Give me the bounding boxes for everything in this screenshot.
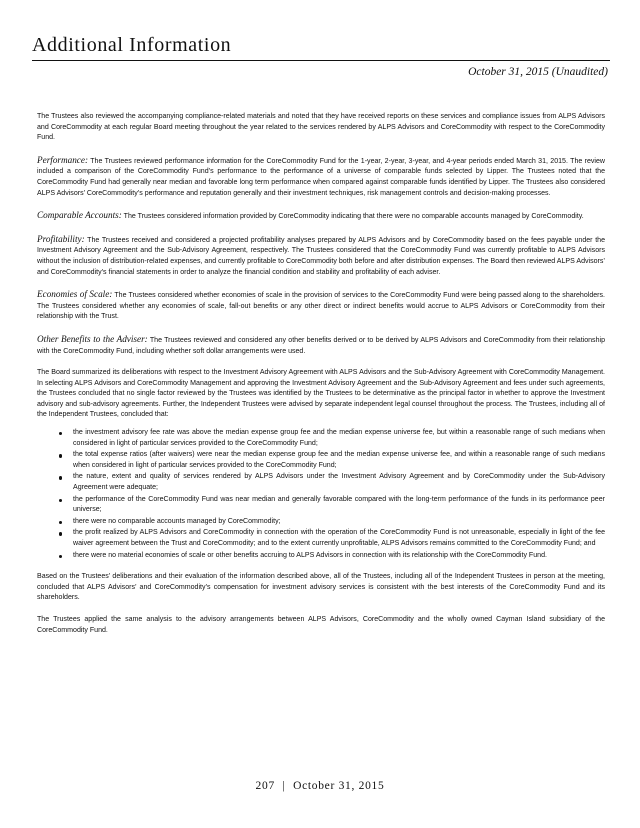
list-item [37,551,605,562]
list-item-text: the total expense ratios (after waivers) were near the median expense group fee and the median expense universe fee, and within a reasonable range of such medians when considered in light of particular services provided to the CoreCommodity Fund; [73,451,605,469]
bullet-icon [59,476,62,479]
intro-paragraph: The Trustees also reviewed the accompanying compliance-related materials and noted that they have received reports on these services and compliance issues from ALPS Advisors and CoreCommodity at each regular Board meeting throughout the year related to the services rendered by ALPS Advisors and CoreCommodity with respect to the CoreCommodity Fund. [37,113,605,142]
conclusions-list [37,428,605,561]
other-benefits-paragraph [37,334,605,357]
profitability-text: The Trustees received and considered a projected profitability analyses prepared by ALPS Advisors and by CoreCommodity based on the fees payable under the Investment Advisory Agreement and the Sub-Advisory Agreement, respectively. The Trustees considered that the CoreCommodity Fund was currently profitable to ALPS Advisors without the inclusion of distribution-related expenses, and currently profitable to CoreCommodity both before and after distribution expenses. The Board then reviewed ALPS Advisors’ and CoreCommodity’s financial statements in order to analyze the financial condition and stability and profitability of each adviser. [37,236,605,276]
closing-paragraph: The Trustees applied the same analysis to the advisory arrangements between ALPS Advisors, CoreCommodity and the wholly owned Cayman Island subsidiary of the CoreCommodity Fund. [37,615,605,634]
document-body [37,112,605,647]
footer-separator: | [282,780,286,792]
bullet-icon [59,432,62,435]
list-item-text: there were no material economies of scale or other benefits accruing to ALPS Advisors in connection with its relationship with the CoreCommodity Fund. [73,551,547,559]
other-benefits-heading: Other Benefits to the Adviser: [37,333,148,344]
bullet-icon [59,499,62,502]
list-item [37,472,605,493]
report-date: October 31, 2015 (Unaudited) [468,66,608,78]
performance-heading: Performance: [37,154,89,165]
bullet-icon [59,555,62,558]
comparable-accounts-text: The Trustees considered information provided by CoreCommodity indicating that there were no comparable accounts managed by CoreCommodity. [121,213,584,221]
profitability-paragraph [37,234,605,278]
economies-of-scale-text: The Trustees considered whether economies of scale in the provision of services to the CoreCommodity Fund were being passed along to the shareholders. The Trustees considered whether any economies of scale, fall-out benefits or any other direct or indirect benefits would accrue to ALPS Advisors or CoreCommodity from their relationship with the Trust. [37,292,605,321]
comparable-accounts-paragraph [37,210,605,223]
list-item-text: the performance of the CoreCommodity Fund was near median and generally favorable compared with the long-term performance of the funds in its performance peer universe; [73,495,605,514]
footer-date: October 31, 2015 [293,780,385,792]
list-item-text: the investment advisory fee rate was above the median expense group fee and the median expense universe fee, but within a reasonable range of such medians when considered in light of particular services provided to the CoreCommodity Fund; [73,429,605,447]
list-item [37,528,605,549]
conclusion-paragraph: Based on the Trustees’ deliberations and their evaluation of the information described above, all of the Trustees, including all of the Independent Trustees in person at the meeting, concluded that ALPS Advisors’ and CoreCommodity’s compensation for investment advisory services is consistent with the best interests of the CoreCommodity Fund and its shareholders. [37,573,605,602]
list-item [37,428,605,449]
bullet-icon [59,521,62,524]
page-title: Additional Information [32,34,232,56]
page-number: 207 [255,780,275,792]
bullet-icon [59,454,62,457]
economies-of-scale-paragraph [37,289,605,323]
list-item [37,517,605,528]
comparable-accounts-heading: Comparable Accounts: [37,210,122,221]
list-item-text: the profit realized by ALPS Advisors and CoreCommodity in connection with the operation of the CoreCommodity Fund is not unreasonable, especially in light of the fee waiver agreement between the Trust and CoreCommodity; and to the extent currently unprofitable, ALPS Advisors remains committed to the CoreCommodity Fund; and [73,529,605,547]
performance-paragraph [37,155,605,199]
profitability-heading: Profitability: [37,233,85,244]
economies-of-scale-heading: Economies of Scale: [37,289,113,300]
performance-text: The Trustees reviewed performance information for the CoreCommodity Fund for the 1-year, 2-year, 3-year, and 4-year periods ended March 31, 2015. The review included a comparison of the CoreCommodity Fund’s performance to the performance of a universe of comparable funds selected by Lipper. The Trustees noted that the CoreCommodity Fund had generally near median and favorable long term performance when compared against comparable funds identified by Lipper. The Trustees also considered ALPS Advisors’ CoreCommodity’s performance and reputation generally and their investment techniques, risk management controls and decision-making processes. [37,157,605,197]
header-rule [32,60,610,61]
bullet-icon [59,532,62,535]
page-footer [0,780,640,792]
list-item-text: the nature, extent and quality of services rendered by ALPS Advisors under the Investment Advisory Agreement and by CoreCommodity under the Sub-Advisory Agreement were adequate; [73,473,605,492]
summary-paragraph: The Board summarized its deliberations with respect to the Investment Advisory Agreement with ALPS Advisors and the Sub-Advisory Agreement with CoreCommodity Management. In selecting ALPS Advisors and CoreCommodity Management and approving the Investment Advisory Agreement and the Sub-Advisory Agreement and fees under such agreements, the Trustees concluded that no single factor reviewed by the Trustees was identified by the Trustees to be determinative as the principal factor in whether to approve the Investment advisory and sub-advisory agreements. Further, the Independent Trustees were advised by separate independent legal counsel throughout the process. The Trustees, including all of the Independent Trustees, concluded that: [37,369,605,419]
list-item [37,450,605,471]
list-item [37,495,605,516]
other-benefits-text: The Trustees reviewed and considered any other benefits derived or to be derived by ALPS Advisors and CoreCommodity from their relationship with the CoreCommodity Fund, including whether soft dollar arrangements were used. [37,336,605,355]
list-item-text: there were no comparable accounts managed by CoreCommodity; [73,517,281,525]
